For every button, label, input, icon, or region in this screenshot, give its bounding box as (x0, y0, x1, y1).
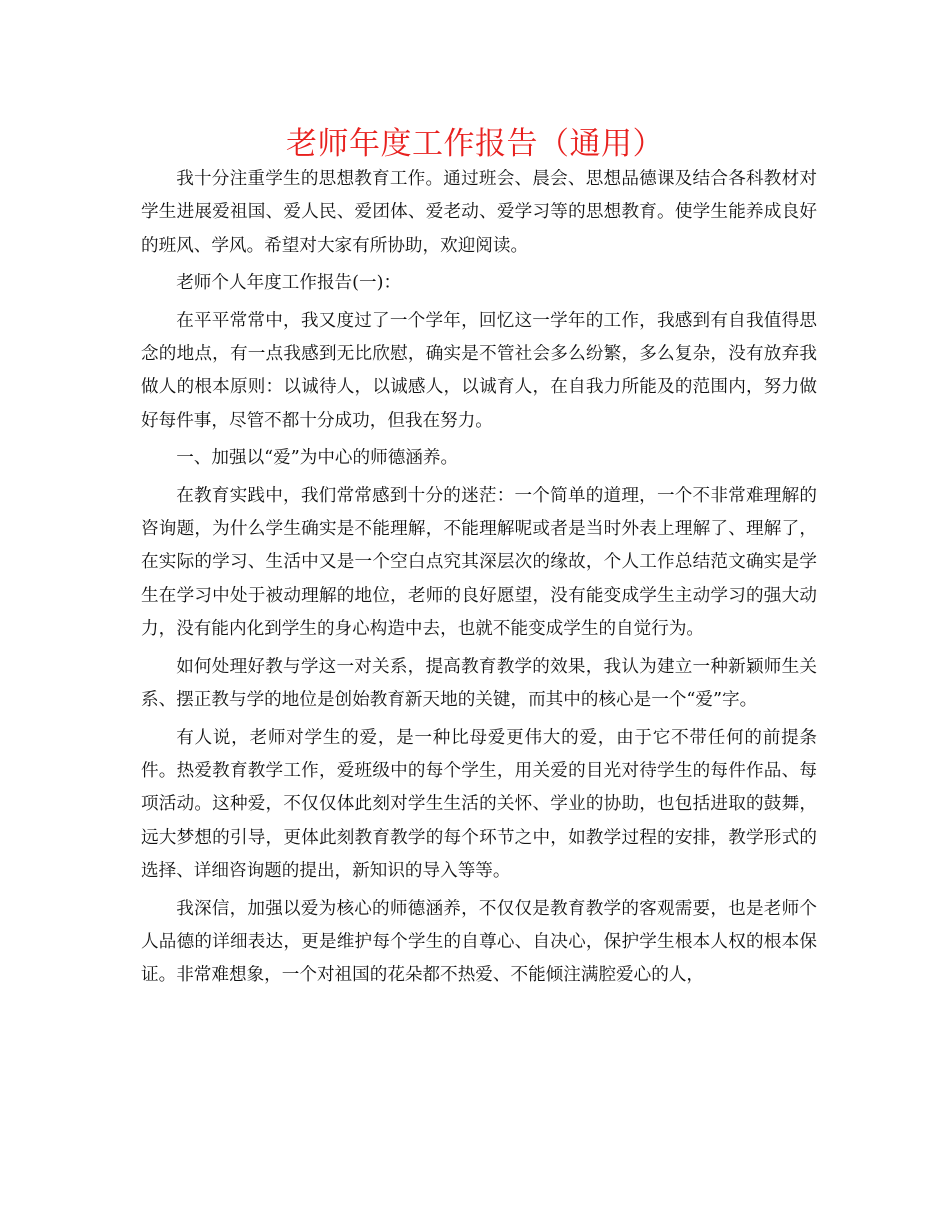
paragraph-report-heading: 老师个人年度工作报告(一)： (176, 273, 402, 294)
paragraph-relationship: 如何处理好教与学这一对关系，提高教育教学的效果，我认为建立一种新颖师生关系、摆正教与学的地位是创始教育新天地的关键，而其中的核心是一个“爱”字。 (141, 656, 817, 711)
document-body (141, 163, 817, 997)
paragraph-love: 有人说，老师对学生的爱，是一种比母爱更伟大的爱，由于它不带任何的前提条件。热爱教育教学工作，爱班级中的每个学生，用关爱的目光对待学生的每件作品、每项活动。这种爱，不仅仅体此刻对学生生活的关怀、学业的协助，也包括进取的鼓舞，远大梦想的引导，更体此刻教育教学的每个环节之中，如教学过程的安排，教学形式的选择、详细咨询题的提出，新知识的导入等等。 (141, 727, 817, 882)
paragraph-intro: 我十分注重学生的思想教育工作。通过班会、晨会、思想品德课及结合各科教材对学生进展爱祖国、爱人民、爱团体、爱老动、爱学习等的思想教育。使学生能养成良好的班风、学风。希望对大家有所协助，欢迎阅读。 (141, 169, 817, 256)
paragraph-reflection: 在平平常常中，我又度过了一个学年，回忆这一学年的工作，我感到有自我值得思念的地点，有一点我感到无比欣慰，确实是不管社会多么纷繁，多么复杂，没有放弃我做人的根本原则：以诚待人，以诚感人，以诚育人，在自我力所能及的范围内，努力做好每件事，尽管不都十分成功，但我在努力。 (141, 310, 817, 431)
document-title: 老师年度工作报告（通用） (286, 126, 664, 162)
paragraph-practice: 在教育实践中，我们常常感到十分的迷茫：一个简单的道理，一个不非常难理解的咨询题，为什么学生确实是不能理解，不能理解呢或者是当时外表上理解了、理解了，在实际的学习、生活中又是一个空白点究其深层次的缘故，个人工作总结范文确实是学生在学习中处于被动理解的地位，老师的良好愿望，没有能变成学生主动学习的强大动力，没有能内化到学生的身心构造中去，也就不能变成学生的自觉行为。 (141, 485, 817, 640)
section-heading-1: 一、加强以“爱”为中心的师德涵养。 (176, 448, 459, 469)
paragraph-belief: 我深信，加强以爱为核心的师德涵养，不仅仅是教育教学的客观需要，也是老师个人品德的详细表达，更是维护每个学生的自尊心、自决心，保护学生根本人权的根本保证。非常难想象，一个对祖国的花朵都不热爱、不能倾注满腔爱心的人， (141, 898, 817, 986)
